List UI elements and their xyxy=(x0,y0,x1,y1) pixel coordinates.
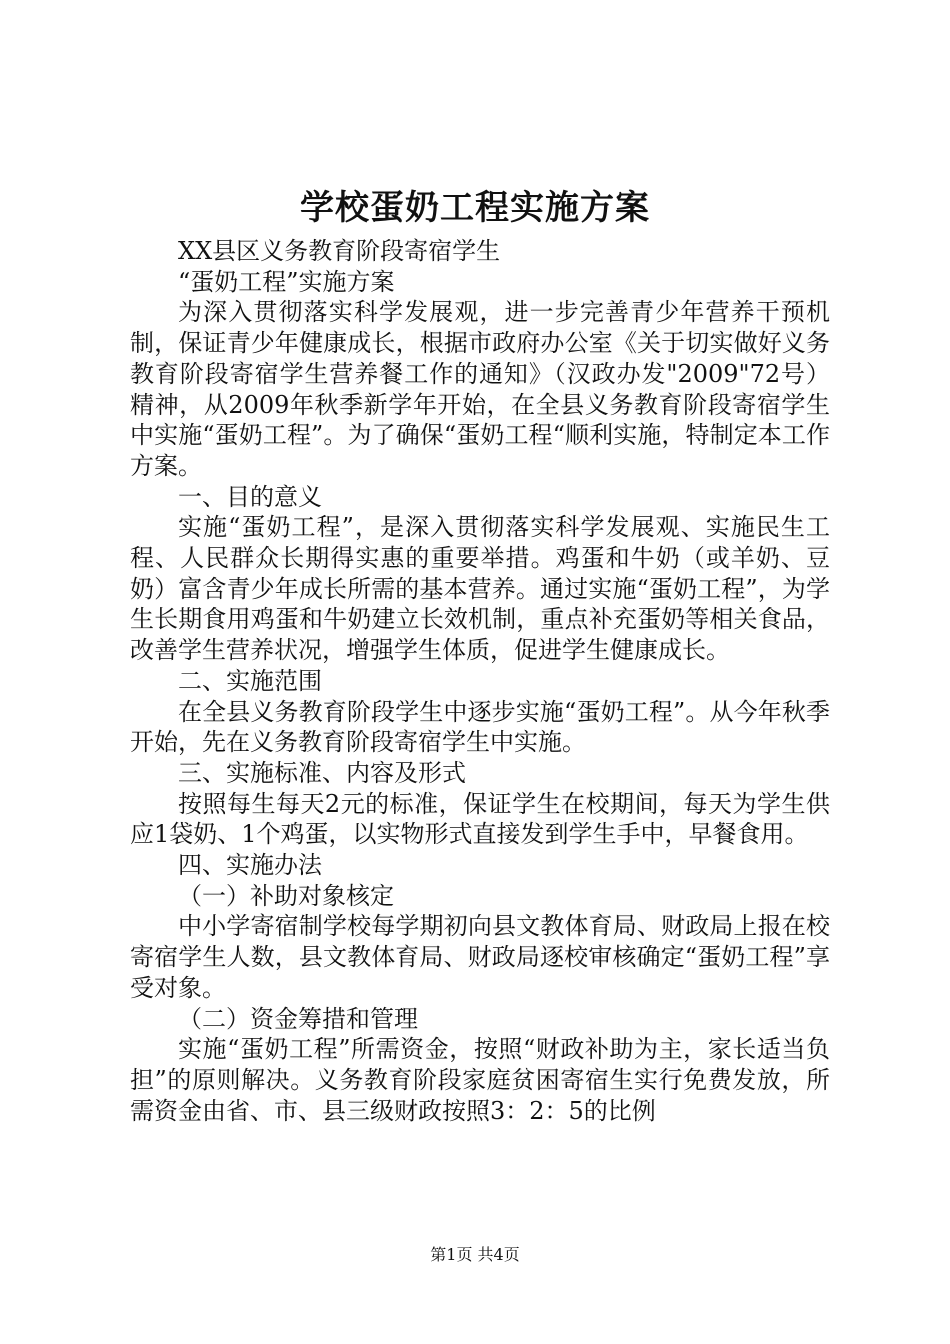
paragraph-standard: 按照每生每天2元的标准，保证学生在校期间，每天为学生供应1袋奶、1个鸡蛋，以实物形式直接发到学生手中，早餐食用。 xyxy=(130,789,830,849)
paragraph-scope: 在全县义务教育阶段学生中逐步实施“蛋奶工程”。从今年秋季开始，先在义务教育阶段寄宿学生中实施。 xyxy=(130,697,830,757)
section-heading-1: 一、目的意义 xyxy=(178,482,322,511)
paragraph-eligibility: 中小学寄宿制学校每学期初向县文教体育局、财政局上报在校寄宿学生人数，县文教体育局、财政局逐校审核确定“蛋奶工程”享受对象。 xyxy=(130,912,830,1002)
paragraph-funding: 实施“蛋奶工程”所需资金，按照“财政补助为主，家长适当负担”的原则解决。义务教育阶段家庭贫困寄宿生实行免费发放，所需资金由省、市、县三级财政按照3：2：5的比例 xyxy=(130,1035,830,1125)
paragraph-subtitle-1: XX县区义务教育阶段寄宿学生 xyxy=(178,237,501,265)
paragraph-purpose: 实施“蛋奶工程”，是深入贯彻落实科学发展观、实施民生工程、人民群众长期得实惠的重要举措。鸡蛋和牛奶（或羊奶、豆奶）富含青少年成长所需的基本营养。通过实施“蛋奶工程”，为学生长期食用鸡蛋和牛奶建立长效机制，重点补充蛋奶等相关食品，改善学生营养状况，增强学生体质，促进学生健康成长。 xyxy=(130,513,830,665)
subsection-heading-2: （二）资金筹措和管理 xyxy=(178,1004,418,1033)
section-heading-2: 二、实施范围 xyxy=(178,666,322,695)
paragraph-intro: 为深入贯彻落实科学发展观，进一步完善青少年营养干预机制，保证青少年健康成长，根据市政府办公室《关于切实做好义务教育阶段寄宿学生营养餐工作的通知》（汉政办发"2009"72号）精神，从2009年秋季新学年开始，在全县义务教育阶段寄宿学生中实施“蛋奶工程”。为了确保“蛋奶工程“顺利实施，特制定本工作方案。 xyxy=(130,298,830,480)
subsection-heading-1: （一）补助对象核定 xyxy=(178,881,394,910)
document-title: 学校蛋奶工程实施方案 xyxy=(300,188,650,228)
document-body xyxy=(130,236,830,1126)
page-number-footer: 第1页 共4页 xyxy=(430,1245,520,1264)
paragraph-subtitle-2: “蛋奶工程”实施方案 xyxy=(178,267,395,296)
section-heading-4: 四、实施办法 xyxy=(178,851,322,880)
section-heading-3: 三、实施标准、内容及形式 xyxy=(178,758,466,787)
